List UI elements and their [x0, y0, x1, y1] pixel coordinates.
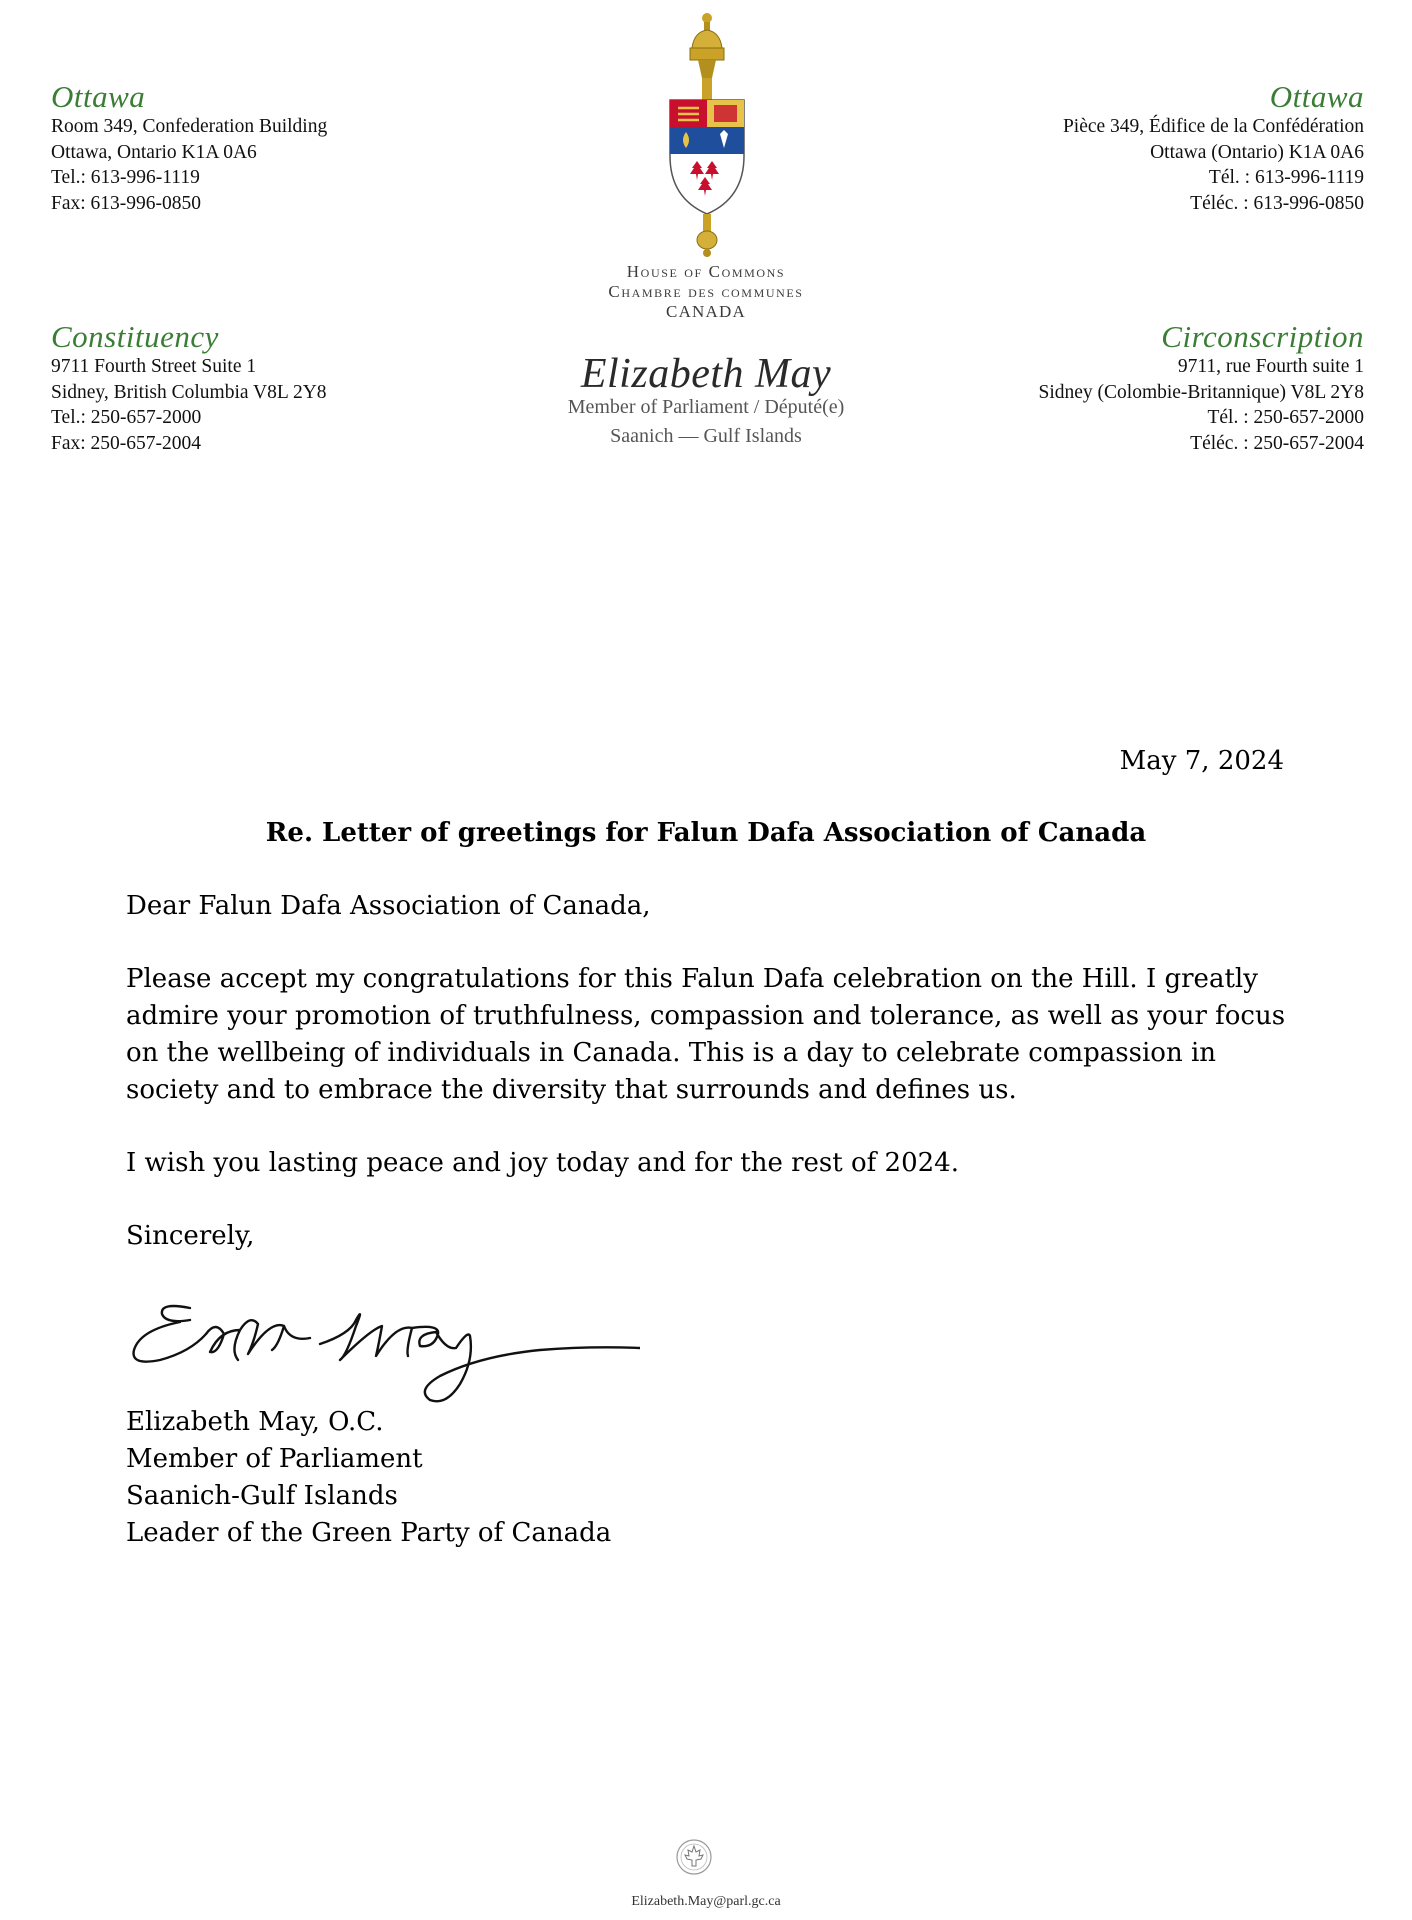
constituency-heading-fr: Circonscription — [1161, 319, 1364, 354]
address-line: Sidney (Colombie-Britannique) V8L 2Y8 — [1038, 381, 1364, 403]
fax-line: Téléc. : 613-996-0850 — [1190, 192, 1364, 214]
address-line: Pièce 349, Édifice de la Confédération — [1062, 116, 1364, 137]
paragraph-line: admire your promotion of truthfulness, compassion and tolerance, as well as your focus — [126, 1001, 1286, 1031]
contact-email: Elizabeth.May@parl.gc.ca — [631, 1894, 781, 1909]
mp-riding: Saanich — Gulf Islands — [610, 425, 802, 447]
signer-riding: Saanich-Gulf Islands — [126, 1481, 398, 1511]
address-line: Room 349, Confederation Building — [51, 116, 328, 137]
letter-subject: Re. Letter of greetings for Falun Dafa Association of Canada — [265, 818, 1147, 848]
phone-line: Tél. : 250-657-2000 — [1207, 407, 1364, 428]
house-of-commons-fr: Chambre des communes — [608, 282, 804, 301]
coat-of-arms-mace-icon — [652, 8, 762, 258]
ottawa-office-address-fr — [1063, 80, 1364, 216]
mp-title: Member of Parliament / Député(e) — [567, 396, 845, 418]
letter-paragraph: I wish you lasting peace and joy today and for the rest of 2024. — [126, 1148, 959, 1178]
phone-line: Tél. : 613-996-1119 — [1208, 167, 1364, 188]
address-line: Ottawa (Ontario) K1A 0A6 — [1150, 141, 1364, 163]
maple-leaf-emblem-icon — [674, 1837, 714, 1877]
fax-line: Fax: 250-657-2004 — [51, 432, 202, 454]
paragraph-line: on the wellbeing of individuals in Canada. This is a day to celebrate compassion in — [126, 1038, 1217, 1068]
letter-paragraph — [126, 961, 1306, 1109]
handwritten-signature — [120, 1290, 640, 1410]
fax-line: Téléc. : 250-657-2004 — [1190, 432, 1364, 454]
letter-date: May 7, 2024 — [1119, 746, 1284, 776]
letter-salutation: Dear Falun Dafa Association of Canada, — [126, 891, 651, 921]
signer-title: Member of Parliament — [126, 1444, 423, 1474]
address-line: 9711, rue Fourth suite 1 — [1177, 356, 1364, 377]
address-line: 9711 Fourth Street Suite 1 — [51, 356, 257, 377]
paragraph-line: society and to embrace the diversity that surrounds and defines us. — [126, 1075, 1017, 1105]
house-of-commons-en: House of Commons — [626, 262, 786, 281]
signature-block — [126, 1404, 611, 1552]
address-line: Ottawa, Ontario K1A 0A6 — [51, 141, 257, 163]
country-label: CANADA — [666, 302, 746, 321]
ottawa-heading-en: Ottawa — [51, 79, 146, 114]
phone-line: Tel.: 613-996-1119 — [51, 167, 200, 188]
signer-name: Elizabeth May, O.C. — [126, 1407, 384, 1437]
mp-name: Elizabeth May — [580, 351, 832, 397]
signer-party-role: Leader of the Green Party of Canada — [126, 1518, 612, 1548]
paragraph-line: Please accept my congratulations for this Falun Dafa celebration on the Hill. I greatly — [126, 964, 1258, 994]
ottawa-heading-fr: Ottawa — [1269, 79, 1364, 114]
constituency-heading-en: Constituency — [51, 319, 219, 354]
phone-line: Tel.: 250-657-2000 — [51, 407, 202, 428]
ottawa-office-address-en — [51, 80, 327, 216]
address-line: Sidney, British Columbia V8L 2Y8 — [51, 381, 327, 403]
fax-line: Fax: 613-996-0850 — [51, 192, 202, 214]
letter-closing: Sincerely, — [126, 1221, 255, 1251]
